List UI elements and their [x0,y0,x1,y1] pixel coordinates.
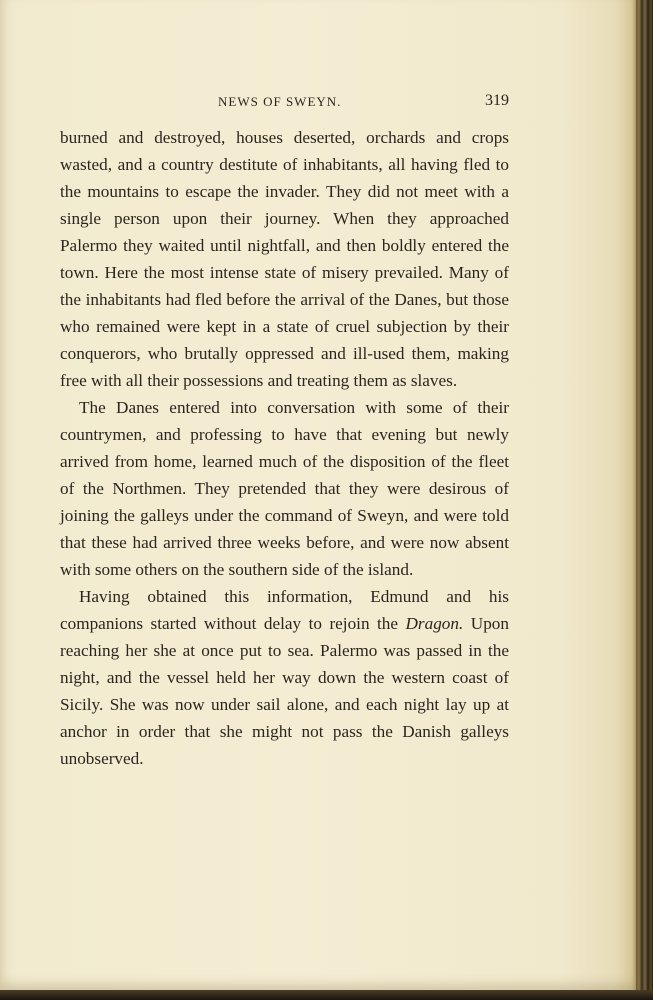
running-title: NEWS OF SWEYN. [218,94,342,109]
book-spine-edge [636,0,653,1000]
paragraph-3-text-before: Having obtained this information, Edmund and his companions started without delay to rejoin the [60,587,509,633]
body-text [60,124,509,772]
paragraph-3-text-after: Upon reaching her she at once put to sea. Palermo was passed in the night, and the vessel held her way down the western coast of Sicily. She was now under sail alone, and each night lay up at anchor in order that she might not pass the Danish galleys unobserved. [60,614,509,768]
paragraph-3 [60,583,509,772]
running-head [60,92,509,114]
page-number: 319 [485,92,509,109]
paragraph-1: burned and destroyed, houses deserted, orchards and crops wasted, and a country destitute of inhabitants, all having fled to the mountains to escape the invader. They did not meet with a single person upon their journey. When they approached Palermo they waited until nightfall, and then boldly entered the town. Here the most intense state of misery prevailed. Many of the inhabitants had fled before the arrival of the Danes, but those who remained were kept in a state of cruel subjection by their conquerors, who brutally oppressed and ill-used them, making free with all their possessions and treating them as slaves. [60,128,509,390]
bottom-edge [0,990,653,1000]
paragraph-2: The Danes entered into conversation with some of their countrymen, and professing to have that evening but newly arrived from home, learned much of the disposition of the fleet of the Northmen. They pretended that they were desirous of joining the galleys under the command of Sweyn, and were told that these had arrived three weeks before, and were now absent with some others on the southern side of the island. [60,398,509,579]
ship-name: Dragon. [405,614,464,633]
